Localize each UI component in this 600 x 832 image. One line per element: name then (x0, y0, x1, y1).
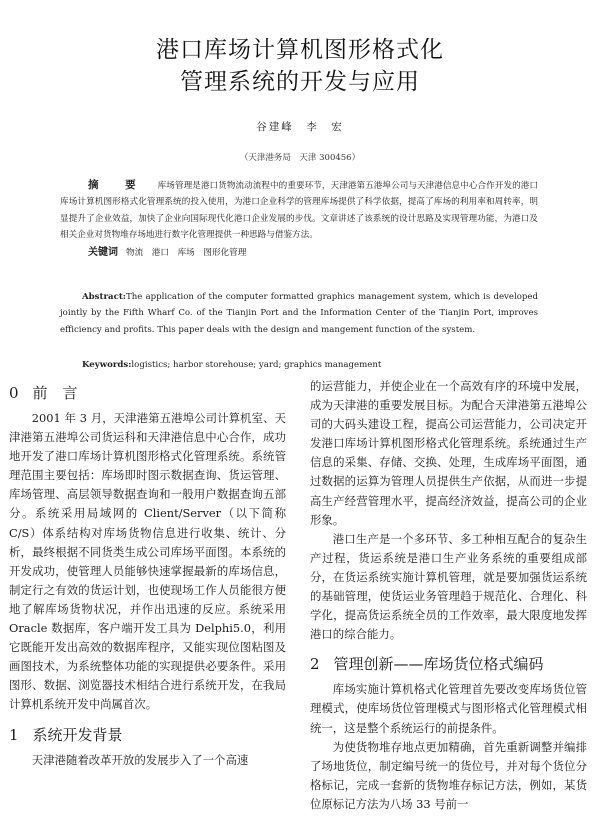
keywords-cn (88, 243, 246, 258)
abstract-label: 摘 要 (88, 179, 144, 191)
abstract-en-text: The application of the computer formatted graphics management system, which is developed jointly by the Fifth Wharf Co. of the Tianjin Port and the Information Center of the Tianjin Port, improves efficiency and profits. This paper deals with the design and mangement function of the system. (60, 292, 538, 335)
section-title: 管理创新——库场货位格式编码 (333, 655, 544, 674)
section-number: 2 (310, 655, 320, 674)
section-heading-0 (9, 381, 286, 405)
authors: 谷建峰 李 宏 (256, 121, 344, 133)
title-line-2: 管理系统的开发与应用 (180, 69, 420, 95)
section-number: 0 (9, 384, 19, 402)
abstract-text: 库场管理是港口货物流动流程中的重要环节，天津港第五港埠公司与天津港信息中心合作开发的港口库场计算机图形格式化管理系统的投入使用，为港口企业科学的管理库场提供了科学依据，提高了库场的利用率和周转率，明显提升了企业效益，加快了企业向国际现代化港口企业发展的步伐。文章讲述了该系统的设计思路及实现管理功能，为港口及相关企业对货物堆存场地进行数字化管理提供一种思路与借鉴方法。 (60, 181, 538, 240)
keywords-en (82, 360, 381, 370)
right-column (310, 377, 587, 814)
paragraph: 2001 年 3 月，天津港第五港埠公司计算机室、天津港第五港埠公司货运科和天津港信息中心合作，成功地开发了港口库场计算机图形格式化管理系统。系统管理范围主要包括：库场即时图示数据查询、货运管理、库场管理、高层领导数据查询和一般用户数据查询五部分。系统采用局域网的 Client/Server（以下简称 C/S）体系结构对库场货物信息进行收集、统计、分析，最终根据不同货类生成公司库场平面图。本系统的开发成功，使管理人员能够快速掌握最新的库场信息，制定行之有效的货运计划，也使现场工作人员能很方便地了解库场货物状况，并作出迅速的反应。系统采用 Oracle 数据库，客户端开发工具为 Delphi5.0，利用它既能开发出高效的数据库程序，又能实现位图粘图及画图技术，为系统整体功能的实现提供必要条件。采用图形、数据、浏览器技术相结合进行系统开发，在我局计算机系统开发中尚属首次。 (9, 411, 286, 712)
section-heading-2 (310, 652, 587, 676)
paragraph: 库场实施计算机格式化管理首先要改变库场货位管理模式，使库场货位管理模式与图形格式化管理模式相统一，这是整个系统运行的前提条件。 (310, 682, 587, 735)
affiliation: （天津港务局 天津 300456） (239, 153, 361, 163)
paragraph: 天津港随着改革开放的发展步入了一个高速 (31, 752, 249, 767)
section-heading-1 (9, 723, 286, 747)
keywords-en-label: Keywords: (82, 360, 132, 370)
paragraph: 港口生产是一个多环节、多工种相互配合的复杂生产过程，货运系统是港口生产业务系统的重要组成部分，在货运系统实施计算机管理，就是要加强货运系统的基础管理，使货运业务管理趋于规范化、合理化、科学化，提高货运系统全员的工作效率，最大限度地发挥港口的综合能力。 (310, 531, 587, 642)
abstract-cn (60, 177, 538, 243)
section-title: 前 言 (32, 384, 78, 402)
keywords-en-text: logistics; harbor storehouse; yard; graphics management (131, 360, 382, 370)
paper-title (0, 34, 600, 98)
section-title: 系统开发背景 (32, 725, 123, 744)
keywords-label: 关键词 (88, 247, 118, 258)
keywords-text: 物流 港口 库场 图形化管理 (126, 248, 247, 258)
section-number: 1 (9, 725, 19, 744)
title-line-1: 港口库场计算机图形格式化 (156, 37, 444, 63)
abstract-en (60, 289, 538, 338)
left-column (9, 377, 286, 770)
abstract-en-label: Abstract: (82, 292, 126, 302)
paragraph: 的运营能力，并使企业在一个高效有序的环境中发展，成为天津港的重要发展目标。为配合天津港第五港埠公司的大码头建设工程，提高公司运营能力，公司决定开发港口库场计算机图形格式化管理系统。系统通过生产信息的采集、存储、交换、处理，生成库场平面图，通过数据的运算为管理人员提供生产依据，从而进一步提高生产经营管理水平，提高经济效益，提高公司的企业形象。 (310, 379, 587, 527)
paragraph: 为使货物堆存地点更加精确，首先重新调整并编排了场地货位，制定编号统一的货位号，并对每个货位分格标记，完成一套新的货物堆存标记方法，例如，某货位原标记方法为八场 33 号前一 (310, 739, 587, 811)
